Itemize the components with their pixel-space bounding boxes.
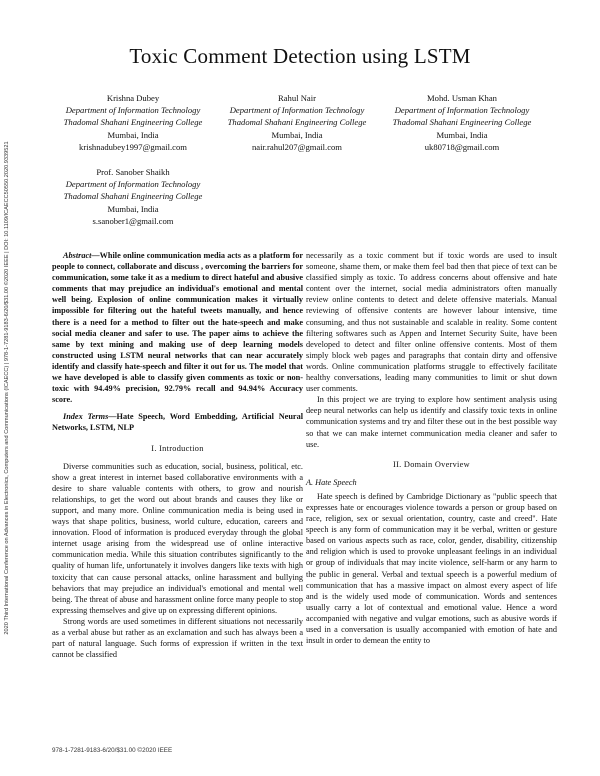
author-college: Thadomal Shahani Engineering College: [63, 117, 203, 128]
index-terms: [52, 411, 303, 433]
index-terms-label: Index Terms: [63, 412, 109, 422]
author-name: Krishna Dubey: [106, 93, 160, 103]
author-name: Rahul Nair: [278, 93, 316, 103]
author-email: nair.rahul207@gmail.com: [251, 141, 342, 152]
author-department: Department of Information Technology: [65, 105, 201, 116]
abstract-label: Abstract: [63, 251, 92, 260]
abstract-text: —While online communication media acts as a platform for people to connect, collaborate and discuss , overcoming the barriers for communication, some take it as a medium to direct hateful and abusive comments that may prejudice an individual's emotional and mental well being. Explosion of online communication makes it virtually impossible for filtering out the hateful tweets manually, and hence there is a need for a method to filter out the hate-speech and make social media cleaner and safer to use. The paper aims to achieve the same by text mining and making use of deep learning models constructed using LSTM neural networks that can near accurately identify and classify hate-speech and filter it out for us. The model that we have developed is able to classify given comments as toxic or non-toxic with 94.49% precision, 92.79% recall and 94.94% Accuracy score.: [52, 251, 303, 405]
paper-title: Toxic Comment Detection using LSTM: [129, 44, 471, 68]
author-city: Mumbai, India: [436, 129, 488, 140]
copyright-footer: 978-1-7281-9183-6/20/$31.00 ©2020 IEEE: [52, 747, 173, 754]
author-city: Mumbai, India: [107, 129, 159, 140]
author-college: Thadomal Shahani Engineering College: [63, 191, 203, 202]
author-department: Department of Information Technology: [394, 105, 530, 116]
author-name: Prof. Sanober Shaikh: [96, 167, 170, 177]
index-terms-text: —Hate Speech, Word Embedding, Artificial Neural Networks, LSTM, NLP: [52, 412, 303, 433]
intro-paragraph-2: Strong words are used sometimes in different situations not necessarily as a verbal abuse but rather as an exclamation and such has always been a part of natural language. Such forms of expression if written in the text cannot be classified: [52, 616, 303, 660]
intro-paragraph-3: necessarily as a toxic comment but if toxic words are used to insult someone, shame them, or make them feel bad then that piece of text can be classified simply as toxic. To address concerns about offensive and hate content over the internet, social media administrators often manually review online contents to detect and delete offensive materials. Manual reviewing of offensive contents are however labour intensive, time consuming, and thus not sustainable and scalable in reality. Some content filtering softwares such as Appen and Internet Security Suite, have been developed to detect and filter online offensive contents. Most of them simply block web pages and paragraphs that contain dirty and offensive words. Online communication platforms struggle to effectively facilitate healthy conversations, leading many communities to limit or shut down user comments.: [306, 251, 557, 394]
right-column: [306, 250, 557, 646]
author-email: uk80718@gmail.com: [424, 141, 500, 152]
section-heading-domain-overview: II. Domain Overview: [393, 459, 470, 469]
side-citation-text: 2020 Third International Conference on Advances in Electronics, Computers and Communications (ICAECC) | 978-1-7281-9183-6/20/$31.00 ©2020 IEEE | DOI: 10.1109/ICAECC50550.2020.9339521: [4, 141, 10, 635]
subsection-heading-hate-speech: A. Hate Speech: [306, 477, 357, 487]
hate-speech-paragraph: Hate speech is defined by Cambridge Dictionary as "public speech that expresses hate or encourages violence towards a person or group based on race, religion, sex or sexual orientation, country, caste and creed". Hate speech is any form of communication may it be verbal, written or gesture based on various aspects such as race, color, gender, disability, citizenship and religion which is used to provoke unpleasant feelings in an individual or group of individuals that may incite violence, self-harm or any harm to the public in general. Verbal and textual speech is a powerful medium of communication that has a massive impact on almost every aspect of life and is the widely used mode of communication. Words and sentences usually carry a lot of contextual and emotional value. Hence a word accompanied with negative and vulgar emotions, such as abusive words if used in a conversation is usually accompanied with emotion of hate and insult in order to demean the entity to: [306, 491, 557, 646]
author-email: s.sanober1@gmail.com: [92, 215, 174, 226]
author-department: Department of Information Technology: [229, 105, 365, 116]
author-name: Mohd. Usman Khan: [427, 93, 497, 103]
author-city: Mumbai, India: [107, 203, 159, 214]
author-department: Department of Information Technology: [65, 179, 201, 190]
intro-paragraph-1: Diverse communities such as education, social, business, political, etc. show a great interest in internet based collaborative environments with a desire to share valuable contents with others, to grow and nourish relationships, to get the word out about brands and causes they like or support, and many more. Online communication media is being used in ways that shape politics, business, world culture, education, careers and innovation. Flood of information is produced everyday through the global internet usage arising from the widespread use of online interactive communication media. While this situation contributes significantly to the quality of human life, unfortunately it involves dangers like texts with high toxicity that can cause personal attacks, online harassment and bullying behaviors that may prejudice an individual's emotional and mental well being. The threat of abuse and harassment online force many people to stop expressing themselves and give up on expressing different opinions.: [52, 461, 303, 615]
author-email: krishnadubey1997@gmail.com: [79, 141, 187, 152]
author-college: Thadomal Shahani Engineering College: [227, 117, 367, 128]
abstract: [52, 250, 303, 405]
author-block-4: [47, 166, 219, 227]
left-column: [52, 250, 303, 660]
author-block-3: [376, 92, 548, 153]
author-block-1: [47, 92, 219, 153]
intro-paragraph-4: In this project we are trying to explore how sentiment analysis using deep neural networks can help us identify and classify toxic texts in online communication systems and try and filter these out in the best possible way so that we can make internet communication media cleaner and safer to use.: [306, 395, 557, 449]
section-heading-introduction: I. Introduction: [151, 443, 204, 453]
ieee-side-citation: [0, 0, 14, 776]
author-block-2: [211, 92, 383, 153]
author-city: Mumbai, India: [271, 129, 323, 140]
author-college: Thadomal Shahani Engineering College: [392, 117, 532, 128]
